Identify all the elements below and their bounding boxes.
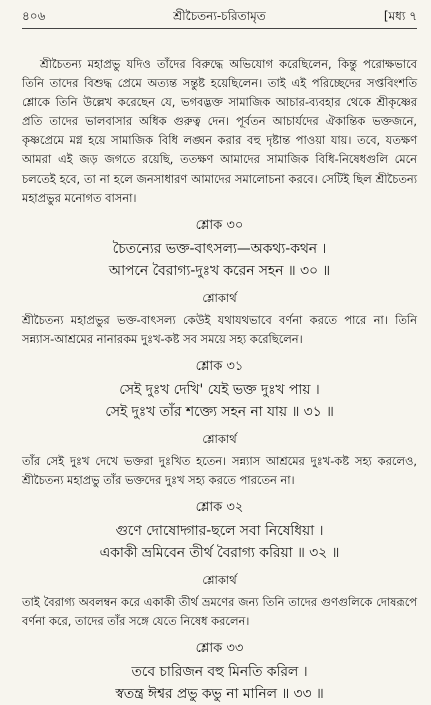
translation-paragraph	[22, 593, 417, 631]
verse-line: তবে চারিজন বহু মিনতি করিল ।	[131, 664, 308, 681]
translation-heading: শ্লোকার্থ	[202, 431, 237, 446]
translation-line: সন্ন্যাস-আশ্রমের নানারকম দুঃখ-কষ্ট সব সময়ে সহ্য করেছিলেন।	[22, 331, 303, 346]
verse-line: স্বতন্ত্র ঈশ্বর প্রভু কভু না মানিল ॥ ৩৩ ॥	[115, 686, 324, 703]
translation-paragraph	[22, 452, 417, 490]
intro-line: তাদের ভালবাসার অধিক গুরুত্ব দেন। পূর্বতন আচার্যদের ঐকান্তিক ভক্তজনে,	[49, 114, 418, 129]
intro-paragraph	[22, 55, 417, 208]
intro-line: শ্রীচৈতন্য মহাপ্রভু যদিও তাঁদের বিরুদ্ধে অভিযোগ করেছিলেন, কিন্তু পরোক্ষভাবে তিনি	[22, 57, 417, 91]
section-label: [মধ্য ৭	[383, 9, 417, 23]
translation-line: তাঁর সেই দুঃখ দেখে ভক্তরা দুঃখিত হতেন। সন্ন্যাস আশ্রমের দুঃখ-কষ্ট সহ্য করলেও,	[22, 453, 417, 468]
verse-line: আপনে বৈরাগ্য-দুঃখ করেন সহন ॥ ৩০ ॥	[108, 262, 331, 279]
verse-line: চৈতন্যের ভক্ত-বাৎসল্য—অকথ্য-কথন ।	[112, 240, 327, 257]
translation-line: দোষরূপে বর্ণনা করে, তাদের তাঁর সঙ্গে যেতে নিষেধ করলেন।	[22, 595, 418, 629]
verse-line: সেই দুঃখ তাঁর শক্ত্যে সহন না যায় ॥ ৩১ ॥	[105, 403, 334, 420]
verse-heading: শ্লোক ৩০	[195, 217, 244, 233]
running-title: শ্রীচৈতন্য-চরিতামৃত	[173, 9, 266, 23]
intro-line: চলতেই হবে, তা না হলে জনসাধারণ আমাদের সমালোচনা করবে। সেটিই ছিল	[22, 171, 372, 186]
intro-line: তিনি উল্লেখ করেছেন যে, ভগবদ্ভক্ত সামাজিক আচার-ব্যবহার থেকে শ্রীকৃষ্ণের প্রতি	[22, 95, 418, 129]
translation-line: শ্রীচৈতন্য মহাপ্রভুর ভক্ত-বাৎসল্য কেউই যথাযথভাবে বর্ণনা করতে পারে না। তিনি	[22, 312, 417, 327]
verse-line: গুণে দোষোদ্গার-ছলে সবা নিষেধিয়া ।	[115, 523, 324, 540]
header-rule	[22, 28, 417, 29]
intro-line: কৃষ্ণপ্রেমে মগ্ন হয়ে সামাজিক বিধি লঙ্ঘন করার বহু দৃষ্টান্ত পাওয়া যায়। তবে, যতক্ষণ	[22, 133, 417, 148]
page-header	[22, 8, 417, 28]
intro-line: তাদের বিশুদ্ধ প্রেমে অত্যন্ত সন্তুষ্ট হয়েছিলেন। তাই এই পরিচ্ছেদের সপ্তবিংশতি শ্লোকে	[22, 76, 417, 110]
translation-line: শ্রীচৈতন্য মহাপ্রভু তাঁর ভক্তদের দুঃখ সহ্য করতে পারতেন না।	[22, 473, 295, 488]
intro-line: আমরা এই জড় জগতে রয়েছি, ততক্ষণ আমাদের সামাজিক বিধি-নিষেধগুলি মেনে	[22, 152, 417, 167]
verse-line: সেই দুঃখ দেখি' যেই ভক্ত দুঃখ পায় ।	[119, 381, 320, 398]
verse-heading: শ্লোক ৩২	[195, 500, 244, 516]
verse-heading: শ্লোক ৩১	[195, 358, 244, 374]
verse-line: একাকী ভ্রমিবেন তীর্থ বৈরাগ্য করিয়া ॥ ৩২ ॥	[99, 545, 340, 562]
page-body	[22, 55, 417, 705]
translation-heading: শ্লোকার্থ	[202, 290, 237, 305]
page-number: ৪০৬	[22, 9, 46, 23]
intro-line: শ্রীচৈতন্য মহাপ্রভুর মনোগত বাসনা।	[22, 171, 417, 205]
translation-heading: শ্লোকার্থ	[202, 573, 237, 588]
translation-line: তাই বৈরাগ্য অবলম্বন করে একাকী তীর্থ ভ্রমণের জন্য তিনি তাদের গুণগুলিকে	[22, 595, 373, 610]
verse-heading: শ্লোক ৩৩	[195, 641, 244, 657]
translation-paragraph	[22, 311, 417, 349]
